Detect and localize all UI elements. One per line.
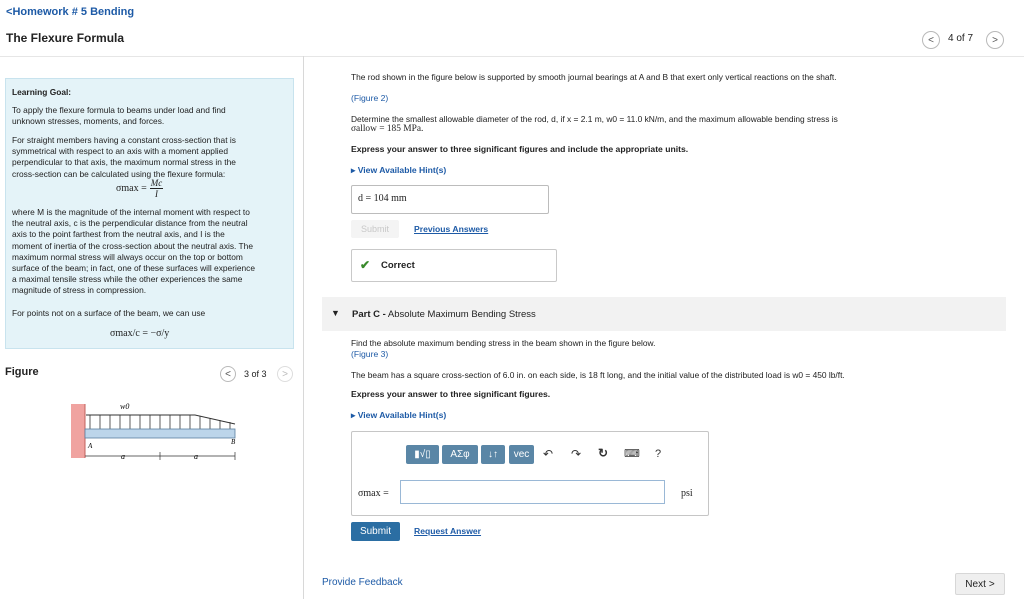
goal-line: axis to the point farthest from the neutral axis, and I is the bbox=[12, 229, 225, 240]
problem-intro: The rod shown in the figure below is supported by smooth journal bearings at A and B that exert only vertical reactions on the shaft. bbox=[351, 72, 837, 82]
chevron-left-icon: < bbox=[6, 6, 13, 18]
figure-heading: Figure bbox=[5, 366, 39, 378]
checkmark-icon: ✔ bbox=[360, 258, 371, 272]
triangle-right-icon: ▸ bbox=[351, 410, 356, 420]
subscript-superscript-button[interactable]: ↓↑ bbox=[481, 445, 505, 464]
flexure-formula bbox=[116, 178, 163, 199]
goal-line: To apply the flexure formula to beams under load and find bbox=[12, 105, 226, 115]
beam-description: The beam has a square cross-section of 6.0 in. on each side, is 18 ft long, and the initial value of the distributed load is w0 = 450 lb/ft. bbox=[351, 370, 845, 380]
dim-a-label: a bbox=[121, 452, 125, 461]
page-title: The Flexure Formula bbox=[6, 31, 125, 45]
find-text: Find the absolute maximum bending stress in the beam shown in the figure below. bbox=[351, 338, 656, 348]
reset-icon[interactable]: ↻ bbox=[598, 446, 609, 460]
prev-item-button[interactable] bbox=[922, 31, 940, 49]
undo-icon[interactable]: ↶ bbox=[543, 447, 554, 461]
point-b-label: B bbox=[231, 438, 236, 446]
templates-button[interactable]: ▮√▯ bbox=[406, 445, 439, 464]
goal-line: maximum normal stress will always occur on the top or bottom bbox=[12, 251, 243, 262]
sigma-max-input[interactable] bbox=[400, 480, 665, 504]
instruction-units: Express your answer to three significant figures and include the appropriate units. bbox=[351, 144, 689, 154]
determine-line: σallow = 185 MPa. bbox=[351, 124, 424, 134]
beam bbox=[85, 429, 235, 438]
view-hints-button-2[interactable]: ▸ View Available Hint(s) bbox=[351, 410, 447, 420]
formula-denominator: I bbox=[155, 189, 158, 199]
view-hints-button[interactable]: ▸ View Available Hint(s) bbox=[351, 165, 447, 175]
correct-label: Correct bbox=[381, 260, 415, 271]
dim-a-label: a bbox=[194, 452, 198, 461]
load-profile bbox=[86, 415, 235, 424]
wall-support bbox=[71, 404, 85, 458]
load-arrows bbox=[90, 415, 230, 429]
beam-figure bbox=[70, 398, 245, 468]
vector-button[interactable]: vec bbox=[509, 445, 534, 464]
next-button[interactable]: Next > bbox=[955, 573, 1005, 595]
provide-feedback-link[interactable]: Provide Feedback bbox=[322, 577, 403, 588]
goal-line: cross-section can be calculated using the flexure formula: bbox=[12, 168, 226, 179]
unit-label: psi bbox=[681, 488, 693, 499]
header-divider bbox=[0, 56, 1024, 57]
column-divider bbox=[303, 56, 304, 599]
chevron-right-icon: > bbox=[988, 578, 995, 590]
item-pager: 4 of 7 bbox=[948, 33, 974, 44]
figure-prev-button[interactable] bbox=[220, 366, 236, 382]
goal-line: symmetrical with respect to an axis with a moment applied bbox=[12, 146, 228, 157]
greek-symbols-button[interactable]: ΑΣφ bbox=[442, 445, 478, 464]
determine-line: Determine the smallest allowable diameter of the rod, d, if x = 2.1 m, w0 = 11.0 kN/m, and the maximum allowable bending stress is bbox=[351, 114, 838, 124]
goal-paragraph-1 bbox=[12, 105, 226, 127]
figure-pager: 3 of 3 bbox=[244, 369, 267, 379]
goal-line: magnitude of stress in compression. bbox=[12, 285, 147, 296]
figure-next-button[interactable] bbox=[277, 366, 293, 382]
chevron-right-icon: > bbox=[992, 34, 998, 46]
goal-line: the neutral axis, c is the perpendicular distance from the neutral bbox=[12, 218, 248, 229]
goal-line: moment of inertia of the cross-section about the neutral axis. The bbox=[12, 240, 253, 251]
goal-paragraph-2 bbox=[12, 135, 236, 180]
keyboard-icon[interactable]: ⌨ bbox=[624, 448, 640, 460]
goal-line: For straight members having a constant cross-section that is bbox=[12, 135, 236, 145]
goal-paragraph-3 bbox=[12, 207, 255, 297]
triangle-down-icon: ▼ bbox=[331, 308, 340, 318]
previous-answers-link[interactable]: Previous Answers bbox=[414, 224, 489, 234]
redo-icon[interactable]: ↷ bbox=[571, 447, 582, 461]
formula-lhs: σmax = bbox=[116, 183, 147, 194]
goal-line: where M is the magnitude of the internal moment with respect to bbox=[12, 207, 250, 217]
formula-numerator: Mc bbox=[150, 178, 163, 188]
goal-line: surface of the beam; in fact, one of these surfaces will experience bbox=[12, 263, 256, 274]
w0-label: w0 bbox=[120, 402, 130, 411]
part-c-title: Part C - Absolute Maximum Bending Stress bbox=[352, 309, 536, 320]
figure-3-link[interactable]: (Figure 3) bbox=[351, 349, 389, 359]
request-answer-link[interactable]: Request Answer bbox=[414, 526, 482, 536]
chevron-right-icon: > bbox=[282, 368, 288, 380]
goal-line: a maximal tensile stress while the other experiences the same bbox=[12, 274, 243, 285]
stress-ratio-formula: σmax/c = −σ/y bbox=[110, 328, 170, 339]
determine-text bbox=[351, 114, 971, 134]
instruction-sigfigs: Express your answer to three significant figures. bbox=[351, 389, 551, 399]
next-item-button[interactable] bbox=[986, 31, 1004, 49]
answer-d-value: d = 104 mm bbox=[358, 193, 407, 204]
learning-goal-heading: Learning Goal: bbox=[12, 87, 72, 97]
chevron-left-icon: < bbox=[928, 34, 934, 46]
back-to-assignment-link[interactable]: <Homework # 5 Bending bbox=[6, 6, 135, 18]
goal-line: perpendicular to that axis, the maximum normal stress in the bbox=[12, 157, 236, 168]
point-a-label: A bbox=[88, 442, 93, 450]
sigma-max-label: σmax = bbox=[358, 488, 389, 499]
submit-button[interactable]: Submit bbox=[351, 522, 400, 541]
submit-disabled-button[interactable]: Submit bbox=[351, 220, 399, 238]
goal-line: unknown stresses, moments, and forces. bbox=[12, 116, 165, 127]
help-icon[interactable]: ? bbox=[655, 448, 662, 460]
formula-fraction bbox=[150, 178, 164, 199]
chevron-left-icon: < bbox=[225, 368, 231, 380]
triangle-right-icon: ▸ bbox=[351, 165, 356, 175]
goal-paragraph-4: For points not on a surface of the beam, we can use bbox=[12, 308, 206, 318]
figure-2-link[interactable]: (Figure 2) bbox=[351, 93, 389, 103]
